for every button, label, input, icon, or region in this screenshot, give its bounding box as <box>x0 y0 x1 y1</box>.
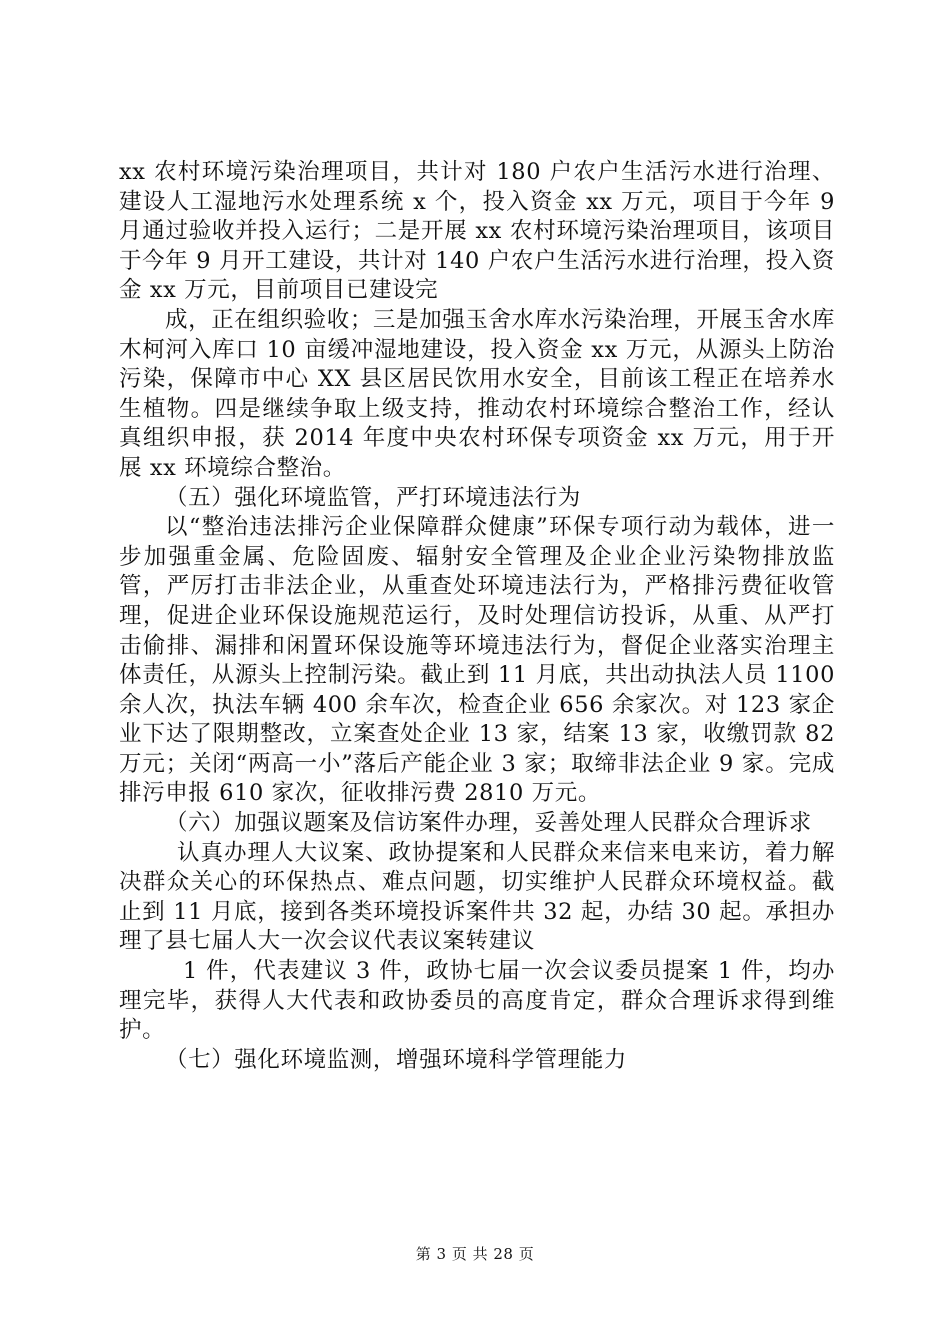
paragraph-petitions: 认真办理人大议案、政协提案和人民群众来信来电来访，着力解决群众关心的环保热点、难点问题，切实维护人民群众环境权益。截止到 11 月底，接到各类环境投诉案件共 32 起，办结 30 起。承担办理了县七届人大一次会议代表议案转建议 <box>119 839 835 955</box>
section-heading-5: （五）强化环境监管，严打环境违法行为 <box>165 484 581 511</box>
page-number-footer: 第 3 页 共 28 页 <box>415 1245 535 1263</box>
paragraph-enforcement: 以“整治违法排污企业保障群众健康”环保专项行动为载体，进一步加强重金属、危险固废、辐射安全管理及企业企业污染物排放监管，严厉打击非法企业，从重查处环境违法行为，严格排污费征收管理，促进企业环保设施规范运行，及时处理信访投诉，从重、从严打击偷排、漏排和闲置环保设施等环境违法行为，督促企业落实治理主体责任，从源头上控制污染。截止到 11 月底，共出动执法人员 1100 余人次，执法车辆 400 余车次，检查企业 656 余家次。对 123 家企业下达了限期整改，立案查处企业 13 家，结案 13 家，收缴罚款 82 万元；关闭“两高一小”落后产能企业 3 家；取缔非法企业 9 家。完成排污申报 610 家次，征收排污费 2810 万元。 <box>119 514 835 807</box>
paragraph-proposals: 1 件，代表建议 3 件，政协七届一次会议委员提案 1 件，均办理完毕，获得人大代表和政协委员的高度肯定，群众合理诉求得到维护。 <box>119 958 835 1044</box>
section-heading-6: （六）加强议题案及信访案件办理，妥善处理人民群众合理诉求 <box>165 810 812 837</box>
document-body <box>119 158 835 1075</box>
paragraph-reservoir-governance: 成，正在组织验收；三是加强玉舍水库水污染治理，开展玉舍水库木柯河入库口 10 亩缓冲湿地建设，投入资金 xx 万元，从源头上防治污染，保障市中心 XX 县区居民饮用水安全，目前该工程正在培养水生植物。四是继续争取上级支持，推动农村环境综合整治工作，经认真组织申报，获 2014 年度中央农村环保专项资金 xx 万元，用于开展 xx 环境综合整治。 <box>119 306 835 481</box>
paragraph-rural-projects: xx 农村环境污染治理项目，共计对 180 户农户生活污水进行治理、建设人工湿地污水处理系统 x 个，投入资金 xx 万元，项目于今年 9 月通过验收并投入运行；二是开展 xx 农村环境污染治理项目，该项目于今年 9 月开工建设，共计对 140 户农户生活污水进行治理，投入资金 xx 万元，目前项目已建设完 <box>119 159 835 304</box>
section-heading-7: （七）强化环境监测，增强环境科学管理能力 <box>165 1046 628 1073</box>
